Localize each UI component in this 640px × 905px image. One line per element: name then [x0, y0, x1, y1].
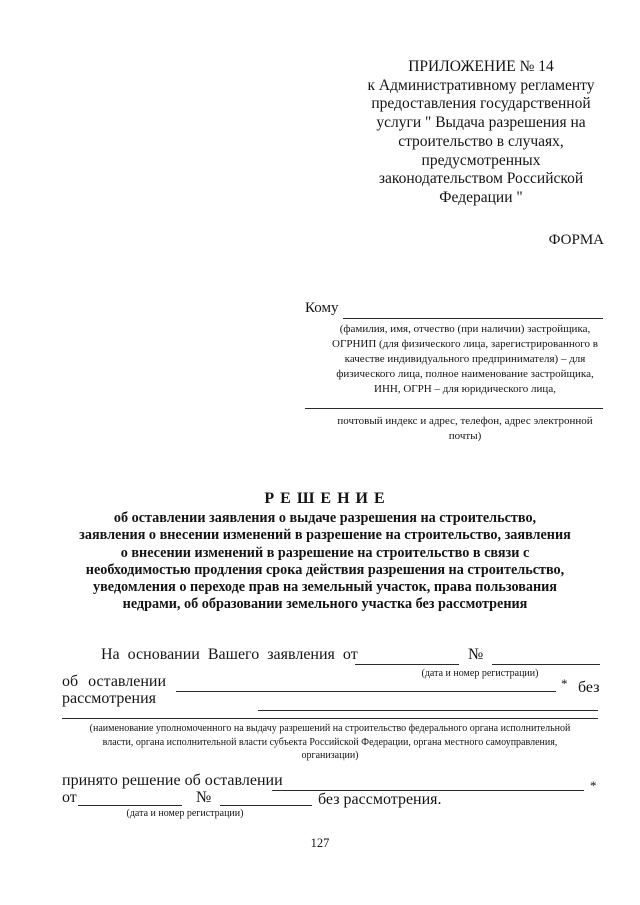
recipient-address-hint — [330, 414, 600, 444]
recipient-hint-line: ОГРНИП (для физического лица, зарегистрированного в — [332, 338, 598, 350]
review-text: рассмотрения — [62, 690, 156, 707]
number-sign-2: № — [196, 789, 212, 806]
application-date-line[interactable] — [355, 664, 459, 665]
subtitle-line: об оставлении заявления о выдаче разрешения на строительство, — [113, 510, 537, 526]
subtitle-line: недрами, об образовании земельного участка без рассмотрения — [122, 596, 528, 613]
without-review-text: без рассмотрения. — [318, 791, 442, 808]
subtitle-line: уведомления о переходе прав на земельный участок, права пользования — [93, 579, 557, 596]
recipient-address-line[interactable] — [305, 408, 603, 409]
appendix-line: строительство в случаях, — [398, 132, 564, 150]
form-label: ФОРМА — [548, 232, 604, 248]
appendix-line: услуги " Выдача разрешения на — [376, 114, 586, 132]
document-type-line[interactable] — [176, 691, 556, 692]
decision-title: Р Е Ш Е Н И Е — [264, 490, 386, 507]
appendix-line: к Административному регламенту — [367, 76, 595, 94]
address-hint-line: почты) — [448, 430, 482, 442]
appendix-line: ПРИЛОЖЕНИЕ № 14 — [408, 58, 554, 75]
decision-text: принято решение об оставлении — [62, 772, 283, 789]
appendix-line: законодательством Российской — [378, 170, 584, 188]
without-text: без — [578, 679, 600, 696]
address-hint-line: почтовый индекс и адрес, телефон, адрес электронной — [337, 415, 593, 427]
authority-hint-line: организации) — [301, 750, 359, 761]
recipient-label: Кому — [305, 300, 339, 316]
review-continuation-line[interactable] — [258, 710, 598, 711]
recipient-name-line[interactable] — [343, 318, 603, 319]
authority-hint-line: (наименование уполномоченного на выдачу разрешений на строительство федерального органа исполнительной — [89, 723, 571, 734]
recipient-hint-line: качестве индивидуального предпринимателя) – для — [344, 353, 586, 365]
appendix-line: предоставления государственной — [371, 95, 591, 113]
recipient-hint-line: ИНН, ОГРН – для юридического лица, — [374, 383, 556, 395]
leaving-text: об оставлении — [62, 673, 167, 690]
appendix-header — [350, 58, 612, 208]
recipient-hint — [330, 322, 600, 397]
appendix-line: Федерации " — [439, 188, 523, 206]
number-sign: № — [468, 646, 484, 663]
asterisk-2: * — [590, 778, 597, 793]
asterisk: * — [561, 676, 568, 691]
authority-hint — [58, 722, 602, 763]
page-number: 127 — [310, 836, 330, 850]
authority-hint-line: власти, органа исполнительной власти субъекта Российской Федерации, органа местного самоуправления, — [102, 736, 558, 748]
appendix-line: предусмотренных — [421, 151, 541, 169]
date-number-hint-2: (дата и номер регистрации) — [126, 808, 244, 819]
from-text: от — [62, 789, 77, 806]
recipient-hint-line: физического лица, полное наименование застройщика, — [336, 368, 594, 380]
subtitle-line: заявления о внесении изменений в разрешение на строительство, заявления — [79, 527, 571, 544]
date-number-hint: (дата и номер регистрации) — [421, 668, 539, 679]
subtitle-line: о внесении изменений в разрешение на строительство в связи с — [120, 544, 530, 561]
basis-text: На основании Вашего заявления от — [101, 646, 358, 663]
decision-subtitle — [40, 510, 610, 614]
recipient-hint-line: (фамилия, имя, отчество (при наличии) застройщика, — [339, 323, 591, 335]
authority-line[interactable] — [62, 718, 598, 719]
subtitle-line: необходимостью продления срока действия разрешения на строительство, — [85, 561, 565, 578]
application-number-line[interactable] — [492, 664, 600, 665]
